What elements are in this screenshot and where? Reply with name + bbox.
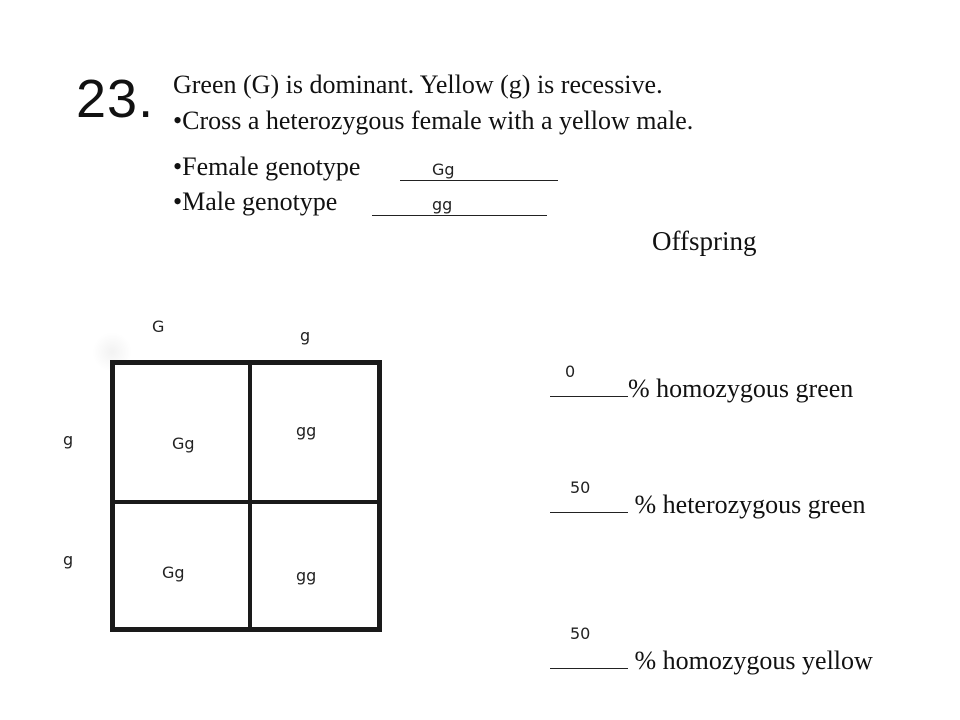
top-allele-1: G (152, 317, 165, 336)
offspring-heading: Offspring (652, 226, 757, 256)
homozygous-green-row (550, 374, 853, 404)
punnett-cell-1-1: Gg (172, 434, 195, 453)
homozygous-green-value: 0 (565, 362, 576, 381)
male-genotype-answer: gg (432, 195, 453, 214)
punnett-square (110, 360, 382, 632)
answer-blank (550, 376, 628, 397)
answer-blank (550, 648, 628, 669)
female-genotype-answer: Gg (432, 160, 455, 179)
dominance-statement: Green (G) is dominant. Yellow (g) is recessive. (173, 70, 663, 99)
heterozygous-green-label: % heterozygous green (628, 490, 866, 519)
male-genotype-label: •Male genotype (173, 187, 338, 216)
top-allele-2: g (300, 326, 311, 345)
homozygous-yellow-label: % homozygous yellow (628, 646, 873, 675)
female-genotype-blank (400, 180, 558, 181)
homozygous-yellow-value: 50 (570, 624, 591, 643)
side-allele-2: g (63, 550, 74, 569)
heterozygous-green-value: 50 (570, 478, 591, 497)
homozygous-green-label: % homozygous green (628, 374, 854, 403)
cross-instruction: •Cross a heterozygous female with a yellow male. (173, 106, 694, 135)
side-allele-1: g (63, 430, 74, 449)
punnett-cell-2-2: gg (296, 566, 317, 585)
male-genotype-blank (372, 215, 547, 216)
punnett-cell-1-2: gg (296, 421, 317, 440)
heterozygous-green-row (550, 490, 866, 520)
punnett-cell-2-1: Gg (162, 563, 185, 582)
punnett-horizontal-divider (115, 500, 377, 504)
answer-blank (550, 492, 628, 513)
punnett-vertical-divider (248, 365, 252, 627)
female-genotype-label: •Female genotype (173, 152, 361, 181)
question-number: 23. (76, 69, 155, 129)
homozygous-yellow-row (550, 646, 873, 676)
